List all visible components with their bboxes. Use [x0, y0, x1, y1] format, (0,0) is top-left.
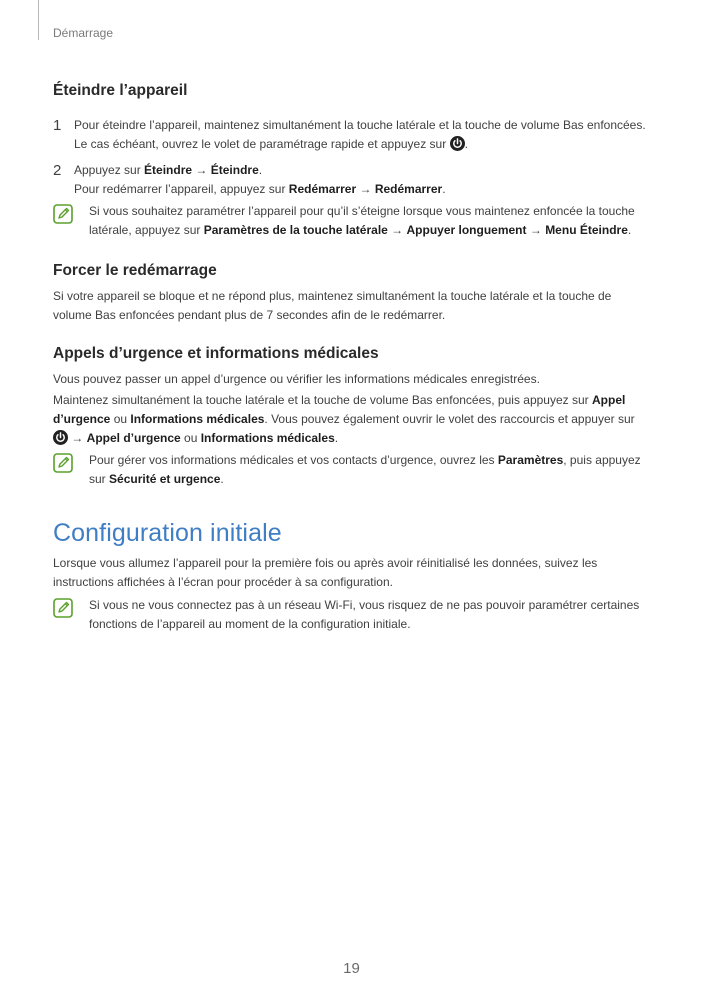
- section-header: Démarrage: [53, 26, 114, 40]
- note-text: [89, 202, 649, 240]
- menu-press-and-hold: Appuyer longuement: [406, 223, 527, 237]
- turn-off-step-1: [53, 116, 649, 154]
- note-pencil-icon: [53, 202, 89, 224]
- emergency-note-text: Pour gérer vos informations médicales et vos contacts d’urgence, ouvrez les: [89, 453, 498, 467]
- emergency-instructions: [53, 391, 649, 448]
- or-text: ou: [110, 412, 131, 426]
- emergency-text-2: . Vous pouvez également ouvrir le volet des raccourcis et appuyer sur: [264, 412, 635, 426]
- menu-power-off-menu: Menu Éteindre: [545, 223, 628, 237]
- menu-item-eteindre: Éteindre: [144, 163, 193, 177]
- force-restart-text: Si votre appareil se bloque et ne répond plus, maintenez simultanément la touche latérale et la touche de volume Bas enfoncées pendant plus de 7 secondes afin de le redémarrer.: [53, 289, 612, 322]
- step-1-text: Pour éteindre l’appareil, maintenez simultanément la touche latérale et la touche de volume Bas enfoncées. Le cas échéant, ouvrez le volet de paramétrage rapide et appuyez sur: [74, 118, 646, 151]
- period: .: [220, 472, 224, 486]
- page-number: 19: [343, 960, 360, 977]
- note-pencil-icon: [53, 596, 89, 618]
- power-icon: [450, 136, 465, 151]
- turn-off-note: [53, 202, 649, 240]
- medical-info-label-2: Informations médicales: [200, 431, 335, 445]
- arrow: →: [387, 223, 407, 237]
- header-rule: [38, 0, 39, 40]
- arrow: →: [356, 182, 375, 196]
- turn-off-title: Éteindre l’appareil: [53, 82, 188, 99]
- setup-text: Lorsque vous allumez l’appareil pour la première fois ou après avoir réinitialisé les données, suivez les instructions affichées à l’écran pour procéder à sa configuration.: [53, 556, 598, 589]
- step-2-prefix: Appuyez sur: [74, 163, 145, 177]
- emergency-text-1: Maintenez simultanément la touche latérale et la touche de volume Bas enfoncées, puis appuyez sur: [53, 393, 592, 407]
- note-text: Si vous ne vous connectez pas à un réseau Wi-Fi, vous risquez de ne pas pouvoir paramétrer certaines fonctions de l’appareil au moment de la configuration initiale.: [89, 598, 640, 631]
- note-text-1: Si vous souhaitez paramétrer l’appareil pour qu’il s’éteigne lorsque vous maintenez enfoncée la touche latérale, appuyez sur: [89, 204, 635, 237]
- medical-info-label: Informations médicales: [130, 412, 265, 426]
- emergency-call-label: Appel d’urgence: [53, 393, 626, 426]
- emergency-call-label-2: Appel d’urgence: [86, 431, 181, 445]
- step-number: 1: [53, 117, 62, 134]
- period: .: [627, 223, 632, 237]
- emergency-title: Appels d’urgence et informations médicales: [53, 345, 379, 362]
- note-text: [89, 451, 649, 489]
- or-text: ou: [180, 431, 201, 445]
- arrow: →: [526, 223, 546, 237]
- setup-title: Configuration initiale: [53, 519, 282, 547]
- safety-emergency-label: Sécurité et urgence: [109, 472, 221, 486]
- arrow: →: [68, 431, 87, 445]
- setup-note: [53, 596, 649, 634]
- restart-prefix: Pour redémarrer l’appareil, appuyez sur: [74, 182, 289, 196]
- emergency-note: [53, 451, 649, 489]
- force-restart-title: Forcer le redémarrage: [53, 262, 217, 279]
- turn-off-step-2: [53, 161, 649, 199]
- emergency-note-mid: , puis appuyez sur: [89, 453, 641, 486]
- emergency-intro: Vous pouvez passer un appel d’urgence ou vérifier les informations médicales enregistrées.: [53, 372, 540, 386]
- menu-side-key-settings: Paramètres de la touche latérale: [203, 223, 388, 237]
- menu-item-redemarrer-confirm: Redémarrer: [374, 182, 443, 196]
- period: .: [258, 163, 263, 177]
- step-number: 2: [53, 162, 62, 179]
- menu-item-redemarrer: Redémarrer: [288, 182, 357, 196]
- period: .: [334, 431, 339, 445]
- menu-item-eteindre-confirm: Éteindre: [210, 163, 259, 177]
- settings-label: Paramètres: [497, 453, 564, 467]
- step-1-end: .: [464, 137, 468, 151]
- step-text: [74, 161, 649, 199]
- step-text: [74, 116, 649, 154]
- power-icon: [53, 430, 68, 445]
- note-pencil-icon: [53, 451, 89, 473]
- arrow: →: [192, 163, 211, 177]
- period: .: [442, 182, 446, 196]
- page-content: [53, 82, 649, 634]
